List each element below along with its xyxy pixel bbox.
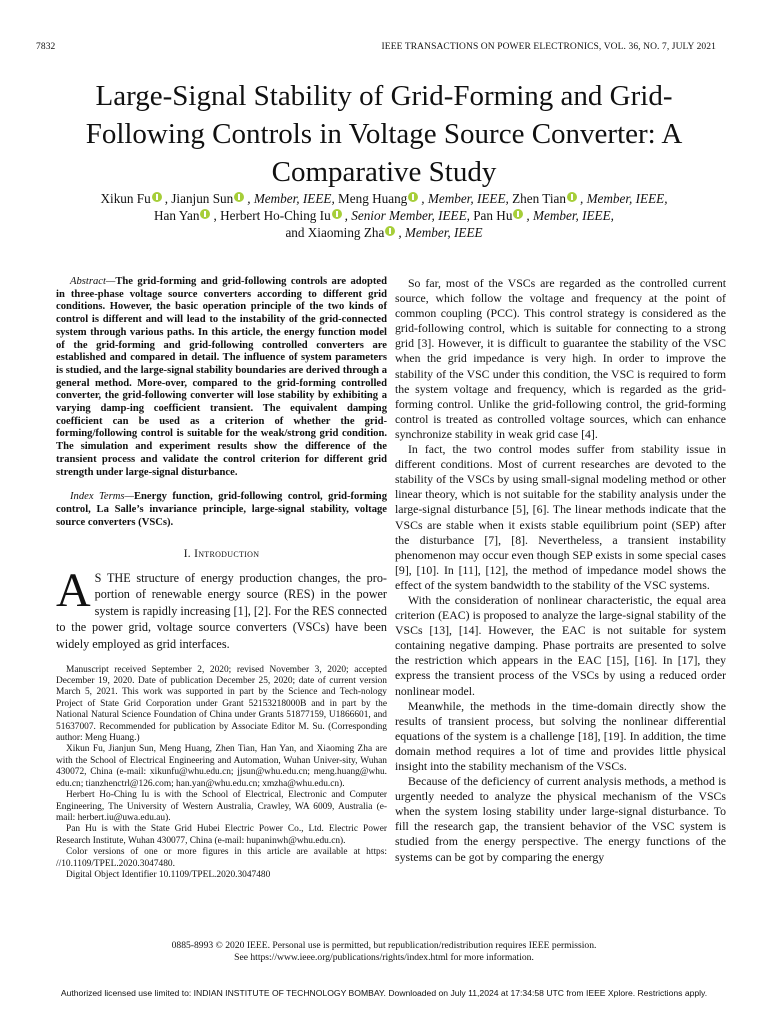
copyright-line-2: See https://www.ieee.org/publications/rights/index.html for more information. bbox=[234, 952, 534, 963]
author-name: Pan Hu bbox=[473, 208, 513, 223]
author-affil: , Senior Member, IEEE, bbox=[344, 208, 470, 223]
section-heading bbox=[56, 547, 387, 561]
copyright-line-1: 0885-8993 © 2020 IEEE. Personal use is permitted, but republication/redistribution requires IEEE permission. bbox=[171, 940, 597, 951]
footnotes bbox=[56, 665, 387, 882]
footnote: Pan Hu is with the State Grid Hubei Electric Power Co., Ltd. Electric Power Research Institute, Wuhan 430077, China (e-mail: hupaninwh@whu.edu.cn). bbox=[56, 824, 387, 846]
author-affil: , Member, IEEE, bbox=[579, 191, 668, 206]
index-terms-label: Index Terms— bbox=[70, 491, 134, 503]
footnote: Digital Object Identifier 10.1109/TPEL.2020.3047480 bbox=[66, 869, 271, 880]
index-terms-text: Energy function, grid-following control, grid-forming control, La Salle’s invariance principle, large-signal stability, voltage source converters (VSCs). bbox=[56, 491, 387, 528]
author-name: and Xiaoming Zha bbox=[285, 225, 385, 240]
orcid-icon[interactable] bbox=[332, 209, 342, 219]
author-name: Herbert Ho-Ching Iu bbox=[220, 208, 331, 223]
body-paragraph: Meanwhile, the methods in the time-domain directly show the results of transient process, but solving the nonlinear differential equations of the system is a challenge [18], [19]. In addition, the time domain method requires a lot of time and provides little physical insight into the stability mechanism of the VSCs. bbox=[395, 698, 726, 773]
right-column bbox=[395, 276, 726, 865]
body-paragraph: With the consideration of nonlinear characteristic, the equal area criterion (EAC) is proposed to analyze the large-signal stability of the VSCs [13], [14]. However, the EAC is not suitable for system containing negative damping. Phase portraits are presented to solve the restriction which appears in the EAC [15], [16]. In [17], they express the transient process of the VSCs by using a reduced order nonlinear model. bbox=[395, 592, 726, 698]
author-line-2 bbox=[60, 207, 708, 224]
body-paragraph: In fact, the two control modes suffer from stability issue in different conditions. Most of current researches are devoted to the stability of the VSCs by using small-signal modeling method or other linear theory, which is not suitable for the stability analysis under the large-signal disturbance [5], [6]. The linear methods indicate that the VSCs are stable when it exists stable equilibrium point (SEP) after the disturbance [7], [8]. Nevertheless, a transient instability phenomenon may occur even though SEP exists in some special cases [9], [10]. In [11], [12], the method of impedance model shows the effect of the system bandwidth to the stability of the VSC systems. bbox=[395, 442, 726, 592]
section-number: I. bbox=[183, 548, 191, 561]
footnote: Xikun Fu, Jianjun Sun, Meng Huang, Zhen Tian, Han Yan, and Xiaoming Zha are with the School of Electrical Engineering and Automation, Wuhan Univer-sity, Wuhan 430072, China (e-mail: xikunfu@whu.edu.cn; jjsun@whu.edu.cn; meng.huang@whu. edu.cn; tianzhenctrl@126.com; han.yan@whu.edu.cn; xmzha@whu.edu.cn). bbox=[56, 744, 387, 789]
copyright-notice bbox=[60, 940, 708, 964]
author-affil: , Member, IEEE, bbox=[526, 208, 614, 223]
author-name: Xikun Fu bbox=[100, 191, 151, 206]
orcid-icon[interactable] bbox=[408, 192, 418, 202]
paper-title: Large-Signal Stability of Grid-Forming and Grid-Following Controls in Voltage Source Converter: A Comparative Study bbox=[85, 80, 683, 188]
orcid-icon[interactable] bbox=[152, 192, 162, 202]
intro-paragraph bbox=[56, 563, 387, 653]
orcid-icon[interactable] bbox=[567, 192, 577, 202]
author-affil: , Member, IEEE, bbox=[247, 191, 335, 206]
author-affil: , bbox=[164, 191, 168, 206]
body-paragraph: Because of the deficiency of current analysis methods, a method is urgently needed to analyze the physical mechanism of the VSCs when the system losing stability under large-signal disturbance. To fill the research gap, the transient behavior of the VSC system is studied from the energy perspective. The energy functions of the systems can be got by comparing the energy bbox=[395, 774, 726, 864]
author-name: Meng Huang bbox=[338, 191, 408, 206]
author-affil: , Member, IEEE bbox=[398, 225, 483, 240]
license-notice: Authorized licensed use limited to: INDIAN INSTITUTE OF TECHNOLOGY BOMBAY. Downloaded on July 11,2024 at 17:34:58 UTC from IEEE Xplore. Restrictions apply. bbox=[60, 988, 708, 998]
journal-header: IEEE TRANSACTIONS ON POWER ELECTRONICS, VOL. 36, NO. 7, JULY 2021 bbox=[381, 42, 716, 52]
footnote: Herbert Ho-Ching Iu is with the School of Electrical, Electronic and Computer Engineering, The University of Western Australia, Crawley, WA 6009, Australia (e-mail: herbert.iu@uwa.edu.au). bbox=[56, 790, 387, 823]
author-affil: , Member, IEEE, bbox=[421, 191, 509, 206]
page-number: 7832 bbox=[36, 42, 56, 52]
footnote: Color versions of one or more figures in this article are available at https: //10.1109/TPEL.2020.3047480. bbox=[56, 847, 387, 869]
author-line-3 bbox=[60, 224, 708, 241]
orcid-icon[interactable] bbox=[200, 209, 210, 219]
abstract bbox=[56, 276, 387, 479]
footnote: Manuscript received September 2, 2020; revised November 3, 2020; accepted December 19, 2020. Date of publication December 25, 2020; date of current version March 5, 2021. This work was supported in part by the Science and Tech-nology Project of State Grid Corporation under Grant 52153218000B and in part by the National Natural Science Foundation of China under Grants 51877159, U1866601, and 51637007. Recommended for publication by Associate Editor M. Su. (Corresponding author: Meng Huang.) bbox=[56, 664, 387, 744]
index-terms bbox=[56, 491, 387, 529]
intro-text: S THE structure of energy production changes, the pro-portion of renewable energy source (RES) in the power system is rapidly increasing [1], [2]. For the RES connected to the power grid, voltage source converters (VSCs) have been widely employed as grid interfaces. bbox=[56, 570, 387, 652]
abstract-label: Abstract— bbox=[70, 276, 116, 287]
author-affil: , bbox=[213, 208, 217, 223]
abstract-text: The grid-forming and grid-following controls are adopted in three-phase voltage source converters according to different grid conditions. However, the basic operation principle of the two kinds of control is different and will lead to the instability of the grid-connected system through various paths. In this article, the energy function model of the grid-forming and grid-following controlled converters are established and compared in detail. The influence of system parameters is studied, and the large-signal stability boundaries are derived through a general method. More-over, compared to the grid-forming controlled converter, the grid-following converter will lose stability by exhibiting a varying damp-ing coefficient transient. The equivalent damping coefficient can be used as a criterion of whether the grid-forming/following control is suitable for the weak/strong grid condition. The simulation and experiment results show the difference of the transient process and validate the control criterion for different grid strength under large-signal disturbance. bbox=[56, 276, 387, 478]
orcid-icon[interactable] bbox=[234, 192, 244, 202]
dropcap: A bbox=[56, 563, 91, 617]
author-line-1 bbox=[60, 190, 708, 207]
author-name: Jianjun Sun bbox=[171, 191, 234, 206]
body-paragraph: So far, most of the VSCs are regarded as the controlled current source, which follow the voltage and frequency at the point of common coupling (PCC). This control strategy is considered as the grid-following control, which is suitable for connecting to a strong grid [3]. However, it is difficult to guarantee the stability of the VSC when the grid impedance is very high. In order to improve the stability of the VSC under this condition, the VSC is required to form the system voltage and frequency, which is regarded as the grid-forming control. Unlike the grid-following control, the grid-forming control is treated as controlled voltage sources, which can enhance synchronize stability in weak grid case [4]. bbox=[395, 276, 726, 441]
left-column bbox=[56, 276, 387, 881]
author-name: Zhen Tian bbox=[512, 191, 566, 206]
author-list bbox=[60, 190, 708, 241]
section-title: Introduction bbox=[194, 548, 260, 561]
author-name: Han Yan bbox=[154, 208, 200, 223]
orcid-icon[interactable] bbox=[513, 209, 523, 219]
orcid-icon[interactable] bbox=[385, 226, 395, 236]
